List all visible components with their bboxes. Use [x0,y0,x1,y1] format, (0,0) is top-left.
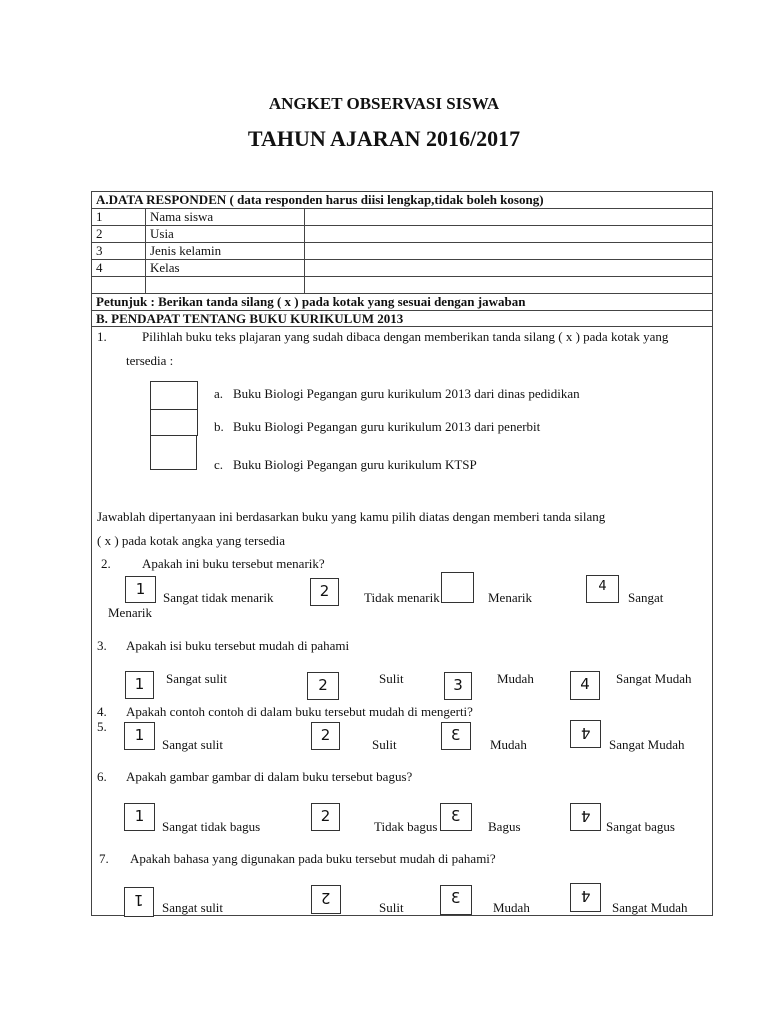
option-a-label: Buku Biologi Pegangan guru kurikulum 2013 dari dinas pedidikan [233,386,580,401]
question-1-text-cont: tersedia : [126,353,174,368]
jenis-kelamin-field[interactable] [310,243,710,258]
q6-box-3[interactable] [440,803,472,831]
q2-box-4[interactable] [586,575,619,603]
q4-box-1[interactable] [124,722,155,750]
question-number: 7. [99,851,109,866]
question-1-text: Pilihlah buku teks plajaran yang sudah dibaca dengan memberikan tanda silang ( x ) pada kotak yang [142,329,669,344]
q4-box-3[interactable] [441,722,471,750]
box-digit: 3 [451,889,461,907]
box-digit: 1 [134,726,145,744]
row-number: 4 [96,260,103,275]
question-4-text: Apakah contoh contoh di dalam buku tersebut mudah di mengerti? [126,704,473,719]
intro-text-cont: ( x ) pada kotak angka yang tersedia [97,533,286,548]
box-digit: 1 [134,807,145,825]
question-number: 2. [101,556,111,571]
divider [91,276,713,277]
q3-option-label: Sangat Mudah [616,671,692,686]
q3-option-label: Sangat sulit [166,671,228,686]
box-digit: 4 [580,887,591,905]
section-a-heading: A.DATA RESPONDEN ( data responden harus diisi lengkap,tidak boleh kosong) [96,192,544,207]
question-2-text: Apakah ini buku tersebut menarik? [142,556,325,571]
q2-box-2[interactable] [310,578,339,606]
q3-box-4[interactable] [570,671,600,700]
question-number: 1. [97,329,107,344]
box-digit: 4 [580,724,591,742]
row-label-jenis-kelamin: Jenis kelamin [150,243,222,258]
question-3-text: Apakah isi buku tersebut mudah di pahami [126,638,350,653]
q4-option-label: Sulit [372,737,397,752]
box-digit: 2 [321,889,331,907]
q6-option-label: Sangat bagus [606,819,675,834]
box-digit: 1 [135,580,146,598]
q3-box-3[interactable] [444,672,472,700]
q2-box-1[interactable] [125,576,156,603]
box-digit: 3 [453,676,463,694]
box-digit: 2 [318,676,328,694]
option-a-checkbox[interactable] [150,381,198,410]
question-6-text: Apakah gambar gambar di dalam buku tersebut bagus? [126,769,413,784]
q3-box-2[interactable] [307,672,339,700]
q2-option-label: Sangat tidak menarik [163,590,274,605]
q7-option-label: Mudah [493,900,530,915]
q7-option-label: Sangat Mudah [612,900,688,915]
question-number: 4. [97,704,107,719]
q2-option-label-cont: Menarik [108,605,153,620]
q7-box-4[interactable] [570,883,601,912]
q4-box-4[interactable] [570,720,601,748]
box-digit: 1 [134,675,145,693]
box-digit: 3 [451,807,461,825]
option-c-label: Buku Biologi Pegangan guru kurikulum KTSP [233,457,477,472]
box-digit: 2 [320,726,331,744]
q3-option-label: Sulit [379,671,404,686]
row-label-nama-siswa: Nama siswa [150,209,214,224]
q4-option-label: Sangat Mudah [609,737,685,752]
q7-box-3[interactable] [440,885,472,915]
option-letter: a. [214,386,224,401]
box-digit: 4 [580,807,591,825]
q3-option-label: Mudah [497,671,534,686]
q6-option-label: Bagus [488,819,521,834]
row-number: 3 [96,243,103,258]
box-digit: 1 [134,891,144,909]
box-digit: 4 [580,675,590,693]
row-number: 2 [96,226,103,241]
kelas-field[interactable] [310,260,710,275]
q2-option-label: Sangat [628,590,664,605]
q6-box-2[interactable] [311,803,340,831]
box-digit: 2 [320,807,331,825]
q4-option-label: Mudah [490,737,527,752]
question-number: 5. [97,719,107,734]
row-label-kelas: Kelas [150,260,180,275]
option-letter: c. [214,457,224,472]
q6-option-label: Tidak bagus [374,819,438,834]
q2-option-label: Menarik [488,590,533,605]
q3-box-1[interactable] [125,671,154,699]
q7-option-label: Sulit [379,900,404,915]
divider [145,208,146,293]
usia-field[interactable] [310,226,710,241]
q6-box-1[interactable] [124,803,155,831]
box-digit: 2 [319,582,330,600]
q6-option-label: Sangat tidak bagus [162,819,261,834]
section-b-heading: B. PENDAPAT TENTANG BUKU KURIKULUM 2013 [96,311,404,326]
page-subtitle: TAHUN AJARAN 2016/2017 [247,126,521,151]
q7-box-1[interactable] [124,887,154,917]
option-b-checkbox[interactable] [150,409,198,436]
option-letter: b. [214,419,224,434]
q7-option-label: Sangat sulit [162,900,224,915]
q2-option-label: Tidak menarik [364,590,440,605]
box-digit: 3 [451,726,461,744]
box-digit: 4 [598,579,607,594]
divider [304,208,305,293]
q2-box-3[interactable] [441,572,474,603]
row-number: 1 [96,209,103,224]
q4-option-label: Sangat sulit [162,737,224,752]
question-number: 3. [97,638,107,653]
instruction-text: Petunjuk : Berikan tanda silang ( x ) pada kotak yang sesuai dengan jawaban [96,294,526,309]
option-c-checkbox[interactable] [150,435,197,470]
question-7-text: Apakah bahasa yang digunakan pada buku tersebut mudah di pahami? [130,851,496,866]
option-b-label: Buku Biologi Pegangan guru kurikulum 2013 dari penerbit [233,419,541,434]
q4-box-2[interactable] [311,722,340,750]
q6-box-4[interactable] [570,803,601,831]
page-title: ANGKET OBSERVASI SISWA [268,94,500,113]
question-number: 6. [97,769,107,784]
row-label-usia: Usia [150,226,174,241]
intro-text: Jawablah dipertanyaan ini berdasarkan buku yang kamu pilih diatas dengan memberi tanda silang [97,509,606,524]
q7-box-2[interactable] [311,885,341,914]
nama-siswa-field[interactable] [310,209,710,224]
